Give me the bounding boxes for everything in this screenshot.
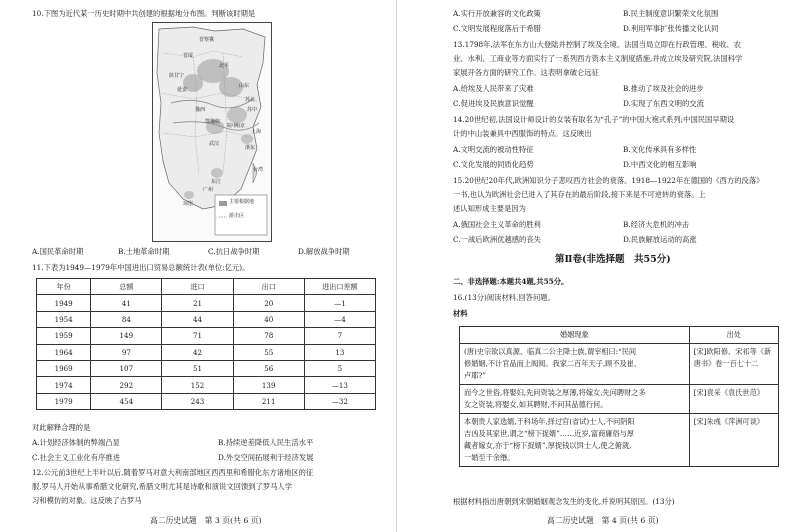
map-label: 晋察冀 — [199, 37, 215, 43]
right-page — [397, 0, 794, 532]
source-line: [宋]袁采《袁氏世范》 — [693, 388, 764, 397]
material-source — [689, 344, 778, 385]
map-label: 南京 — [235, 123, 246, 129]
q10-stem: 10.下图为近代某一历史时期中共创建的根据地分布图。判断该时期是 — [32, 9, 256, 18]
q10-option-c[interactable]: C.抗日战争时期 — [208, 247, 260, 256]
q10-option-d[interactable]: D.解放战争时期 — [298, 247, 350, 256]
q11-option-d[interactable]: D.外交空间拓展利于经济发展 — [218, 453, 314, 462]
material-line: 而今之世俗,将娶妇,先问资装之厚薄,将嫁女,先问聘财之多 — [464, 388, 646, 397]
q13-line: 业、水利、工商业等方面实行了一系列西方资本主义制度措施,并成立埃及研究院,法国科学 — [453, 54, 743, 63]
q10-option-a[interactable]: A.国民革命时期 — [32, 247, 84, 256]
map-legend-item: 游击区 — [229, 213, 245, 219]
q12-option-c[interactable]: C.文明发展程度落后于希腊 — [453, 24, 541, 33]
table-cell: 56 — [233, 360, 304, 376]
q13-option-a[interactable]: A.给埃及人民带来了灾难 — [453, 84, 534, 93]
table-cell: 1979 — [37, 393, 91, 409]
table-header-cell: 进出口差额 — [304, 279, 375, 295]
table-cell: 21 — [162, 295, 233, 311]
q14-line: 14.20世纪初,法国设计师设计的女装有取名为“孔子”的中国大袍式系列;中国民国早期设 — [453, 115, 735, 124]
table-cell: 243 — [162, 393, 233, 409]
table-cell: —13 — [304, 377, 375, 393]
table-header-cell: 进口 — [162, 279, 233, 295]
table-cell: 292 — [91, 377, 162, 393]
q15-line: 15.20世纪20年代,欧洲知识分子悲叹西方社会的衰落。1918—1922年在德国的《西方的没落》 — [453, 176, 764, 185]
q10-option-b[interactable]: B.土地革命时期 — [118, 247, 170, 256]
table-row — [37, 344, 376, 360]
q15-option-a[interactable]: A.俄国社会主义革命的胜利 — [453, 220, 541, 229]
q13-option-b[interactable]: B.推动了埃及社会的进步 — [623, 84, 704, 93]
material-line: 卢耶?” — [464, 371, 486, 380]
material-line: 修婚姻,不计官品而上阀阅。我家二百年天子,顾不及崔、 — [464, 359, 642, 368]
material-line: (唐)史宗欲以真源、临真二公主降士族,谓宰相曰:“民间 — [464, 347, 637, 356]
q14-line: 计的中山装兼具中西服饰的特点。这反映出 — [453, 129, 592, 138]
map-label: 北平 — [219, 63, 230, 69]
q14-option-a[interactable]: A.文明交流的被动性特征 — [453, 145, 534, 154]
q12-line: 12.公元前3世纪上半叶以后,随着罗马对意大利南部地区西西里和希腊化东方诸地区的征 — [32, 468, 314, 477]
table-header-cell: 出口 — [233, 279, 304, 295]
q11-option-c[interactable]: C.社会主义工业化有序推进 — [32, 453, 120, 462]
table-header-cell: 总额 — [91, 279, 162, 295]
part2-title: 第Ⅱ卷(非选择题 共55分) — [555, 254, 671, 265]
table-cell: 211 — [233, 393, 304, 409]
table-cell: 78 — [233, 328, 304, 344]
q11-stem: 11.下表为1949—1979年中国进出口贸易总额统计表(单位:亿元)。 — [32, 263, 250, 272]
table-row — [37, 377, 376, 393]
table-cell: 1954 — [37, 311, 91, 327]
table-header-cell: 年份 — [37, 279, 91, 295]
q15-option-b[interactable]: B.经济大危机的冲击 — [623, 220, 690, 229]
material-line: 一婚至千余缗。 — [464, 453, 515, 462]
material-line: 吉凶及其家世,谓之“榜下捉婿”……近岁,富商庸俗与厚 — [464, 429, 635, 438]
source-line: [宋]欧阳修、宋祁等《新 — [693, 347, 772, 356]
material-source — [689, 385, 778, 414]
source-line: 唐书》卷一百七十二 — [693, 359, 759, 368]
table-cell: 1974 — [37, 377, 91, 393]
q15-option-d[interactable]: D.民族解放运动的高涨 — [623, 235, 697, 244]
material-table — [459, 326, 779, 467]
map-label: 苏中 — [247, 107, 258, 113]
map-label: 广州 — [203, 187, 214, 193]
material-content — [460, 414, 690, 467]
map-label: 鄂豫皖 — [205, 119, 221, 125]
material-line: 女之资装,将娶女,如其聘财,不问其品德行何。 — [464, 400, 608, 409]
map-legend-item: 主要根据地 — [229, 199, 255, 205]
material-label: 材料 — [453, 309, 468, 318]
map-label: 皖中 — [227, 123, 238, 129]
table-row — [37, 360, 376, 376]
table-cell: 1949 — [37, 295, 91, 311]
table-header-cell: 出处 — [689, 327, 778, 344]
q13-option-c[interactable]: C.促进埃及民族意识觉醒 — [453, 99, 534, 108]
map-label: 陕甘宁 — [169, 73, 185, 79]
q14-option-c[interactable]: C.文化发展的同质化趋势 — [453, 160, 534, 169]
table-cell: 139 — [233, 377, 304, 393]
map-label: 延安 — [177, 87, 188, 93]
table-header-row — [460, 327, 779, 344]
table-row — [37, 311, 376, 327]
q12-line: 服,罗马人开始从事希腊文化研究,希腊文明尤其是诗歌和演说文回馈到了罗马人学 — [32, 482, 293, 491]
table-cell: 149 — [91, 328, 162, 344]
table-cell: 1969 — [37, 360, 91, 376]
map-label: 武汉 — [209, 141, 220, 147]
table-row — [460, 385, 779, 414]
table-cell: 40 — [233, 311, 304, 327]
table-cell: 1959 — [37, 328, 91, 344]
table-cell: 51 — [162, 360, 233, 376]
table-header-row — [37, 279, 376, 295]
material-line: 藏者嫁女,亦于“榜下捉婿”,厚捉钱以饵士人,使之俯就, — [464, 441, 632, 450]
table-cell: 71 — [162, 328, 233, 344]
material-source — [689, 414, 778, 467]
table-row — [460, 344, 779, 385]
q15-option-c[interactable]: C.一战后欧洲优越感的丧失 — [453, 235, 541, 244]
material-line: 本朝贵人家选婿,于科场年,择过官(省试)士人,不问阴阳 — [464, 417, 635, 426]
q14-option-b[interactable]: B.文化传承具有多样性 — [623, 145, 697, 154]
q11-option-b[interactable]: B.持续逆差降低人民生活水平 — [218, 438, 314, 447]
table-cell: 7 — [304, 328, 375, 344]
source-line: [宋]朱彧《萍洲可谈》 — [693, 417, 764, 426]
table-cell: 41 — [91, 295, 162, 311]
trade-table — [36, 278, 376, 410]
map-label: 晋绥 — [183, 53, 194, 59]
q11-question: 对此解释合理的是 — [32, 423, 91, 432]
map-label: 上海 — [251, 129, 262, 135]
map-label: 豫西 — [195, 107, 206, 113]
table-cell: 44 — [162, 311, 233, 327]
table-cell: 84 — [91, 311, 162, 327]
map-label: 台湾 — [253, 167, 264, 173]
table-cell: —1 — [304, 295, 375, 311]
map-label: 山东 — [239, 83, 250, 89]
table-cell: —4 — [304, 311, 375, 327]
table-row — [37, 295, 376, 311]
table-row — [460, 414, 779, 467]
table-cell: 42 — [162, 344, 233, 360]
q16-stem: 16.(13分)阅读材料,回答问题。 — [453, 293, 555, 302]
part2-instruction: 二、非选择题:本题共4题,共55分。 — [453, 277, 569, 286]
q13-line: 13.1798年,法军在东方山大登陆并控制了埃及全境。法国当局立即在行政管理、税收、农 — [453, 40, 741, 49]
q13-option-d[interactable]: D.实现了东西文明的交流 — [623, 99, 704, 108]
q11-option-a[interactable]: A.计划经济体制的弊端凸显 — [32, 438, 120, 447]
table-cell: 5 — [304, 360, 375, 376]
q12-line: 习和模仿的对象。这反映了古罗马 — [32, 496, 142, 505]
page-footer: 高二历史试题 第 4 页(共 6 页) — [547, 516, 659, 525]
map-label: 浙东 — [245, 145, 256, 151]
map-label: 琼崖 — [183, 201, 194, 207]
table-cell: 97 — [91, 344, 162, 360]
q16-question: 根据材料指出唐朝到宋朝婚姻观念发生的变化,并说明其原因。(13分) — [453, 497, 675, 506]
table-cell: 454 — [91, 393, 162, 409]
q12-option-d[interactable]: D.利用军事扩张传播文化认同 — [623, 24, 719, 33]
base-area-map — [152, 22, 272, 242]
map-label: 东江 — [211, 179, 222, 185]
material-content — [460, 385, 690, 414]
table-cell: 107 — [91, 360, 162, 376]
table-cell: 13 — [304, 344, 375, 360]
table-row — [37, 328, 376, 344]
q12-option-b[interactable]: B.民主制度意识繁荣文化氛围 — [623, 9, 719, 18]
table-header-cell: 婚姻现象 — [460, 327, 690, 344]
map-label: 苏北 — [245, 97, 256, 103]
table-cell: 55 — [233, 344, 304, 360]
q13-line: 家展开各方面的研究工作。这表明拿破仑远征 — [453, 68, 599, 77]
q15-line: 一书,也认为欧洲社会已进入了其存在的最后阶段,接下来是不可逆转的衰落。上 — [453, 190, 706, 199]
page-footer: 高二历史试题 第 3 页(共 6 页) — [150, 516, 262, 525]
table-cell: —32 — [304, 393, 375, 409]
q14-option-d[interactable]: D.中西文化的相互影响 — [623, 160, 697, 169]
table-cell: 152 — [162, 377, 233, 393]
table-cell: 20 — [233, 295, 304, 311]
table-cell: 1964 — [37, 344, 91, 360]
q12-option-a[interactable]: A.实行开放兼容的文化政策 — [453, 9, 541, 18]
table-row — [37, 393, 376, 409]
material-content — [460, 344, 690, 385]
q15-line: 述认知形成主要是因为 — [453, 204, 526, 213]
